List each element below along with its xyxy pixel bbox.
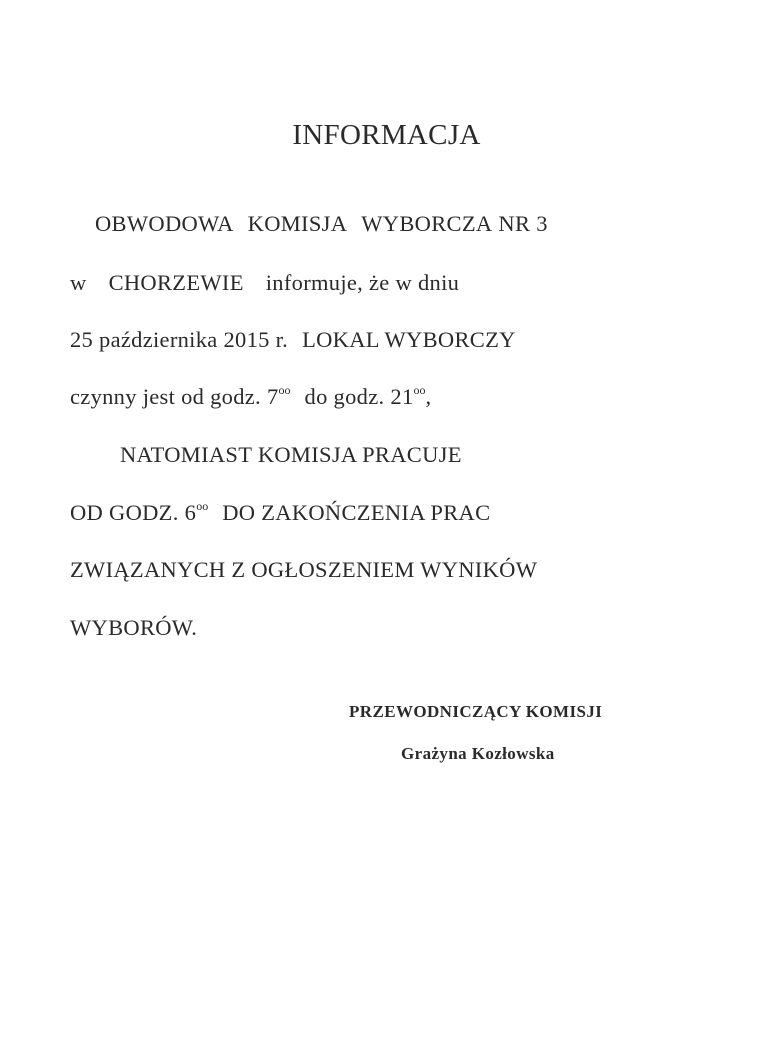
- text-line-location: [70, 272, 459, 295]
- text-obwodowa: OBWODOWA: [95, 211, 234, 236]
- text-polling-station: LOKAL WYBORCZY: [302, 327, 516, 352]
- text-comma: ,: [425, 384, 432, 409]
- text-until: do godz.: [304, 384, 385, 409]
- text-informs: informuje, że w dniu: [265, 270, 460, 295]
- text-wyborcza: WYBORCZA: [361, 211, 493, 236]
- text-line-commission-works: NATOMIAST KOMISJA PRACUJE: [120, 442, 462, 467]
- closing-hour: 21: [390, 384, 414, 409]
- election-date: 25 października 2015 r.: [70, 327, 289, 352]
- work-start-hour: 6: [184, 500, 197, 525]
- opening-hour: 7: [266, 384, 279, 409]
- text-town: CHORZEWIE: [108, 270, 244, 295]
- text-line-results: ZWIĄZANYCH Z OGŁOSZENIEM WYNIKÓW: [70, 557, 538, 582]
- text-line-elections: WYBORÓW.: [70, 615, 198, 640]
- text-line-hours: [70, 383, 432, 409]
- text-line-work-hours: [70, 499, 491, 525]
- signature-role: PRZEWODNICZĄCY KOMISJI: [349, 702, 603, 721]
- work-start-minutes: oo: [196, 499, 209, 513]
- text-komisja: KOMISJA: [247, 211, 348, 236]
- text-open-from: czynny jest od godz.: [70, 384, 261, 409]
- text-line-commission: [95, 213, 548, 236]
- text-from-hour: OD GODZ.: [70, 500, 179, 525]
- text-line-date: [70, 329, 516, 352]
- opening-minutes: oo: [278, 383, 291, 397]
- closing-minutes: oo: [413, 383, 426, 397]
- signature-name: Grażyna Kozłowska: [401, 744, 555, 763]
- text-until-end: DO ZAKOŃCZENIA PRAC: [222, 500, 491, 525]
- text-commission-number: NR 3: [498, 211, 548, 236]
- document-title: INFORMACJA: [292, 119, 481, 151]
- text-w: w: [70, 270, 87, 295]
